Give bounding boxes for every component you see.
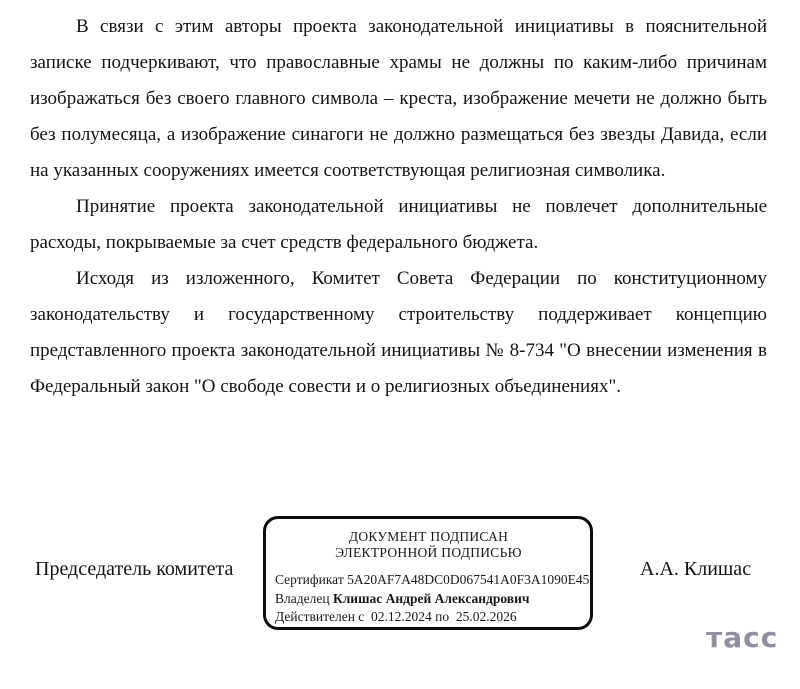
stamp-owner-label: Владелец: [275, 590, 330, 606]
signature-signer-name: А.А. Клишас: [640, 558, 752, 580]
stamp-certificate-value: 5A20AF7A48DC0D067541A0F3A1090E45: [347, 572, 590, 587]
document-body: [30, 9, 767, 405]
tass-watermark: тасс: [706, 621, 779, 654]
digital-signature-stamp: [263, 516, 593, 630]
stamp-certificate-line: [275, 571, 590, 590]
stamp-title: [275, 529, 582, 561]
paragraph-1: В связи с этим авторы проекта законодательной инициативы в пояснительной записке подчеркивают, что православные храмы не должны по каким-либо причинам изображаться без своего главного символа – креста, изображение мечети не должно быть без полумесяца, а изображение синагоги не должно размещаться без звезды Давида, если на указанных сооружениях имеется соответствующая религиозная символика.: [30, 16, 767, 181]
stamp-title-line2: ЭЛЕКТРОННОЙ ПОДПИСЬЮ: [335, 545, 522, 560]
paragraph-3: Исходя из изложенного, Комитет Совета Федерации по конституционному законодательству и государственному строительству поддерживает концепцию представленного проекта законодательной инициативы № 8-734 "О внесении изменения в Федеральный закон "О свободе совести и о религиозных объединениях".: [30, 268, 767, 397]
stamp-owner-line: [275, 590, 582, 609]
paragraph-2: Принятие проекта законодательной инициативы не повлечет дополнительные расходы, покрываемые за счет средств федерального бюджета.: [30, 196, 767, 253]
stamp-validity-line: Действителен с 02.12.2024 по 25.02.2026: [275, 609, 517, 624]
stamp-owner-name: Клишас Андрей Александрович: [332, 590, 530, 606]
signature-position-title: Председатель комитета: [35, 558, 234, 580]
stamp-title-line1: ДОКУМЕНТ ПОДПИСАН: [348, 529, 509, 544]
stamp-certificate-label: Сертификат: [275, 572, 344, 587]
